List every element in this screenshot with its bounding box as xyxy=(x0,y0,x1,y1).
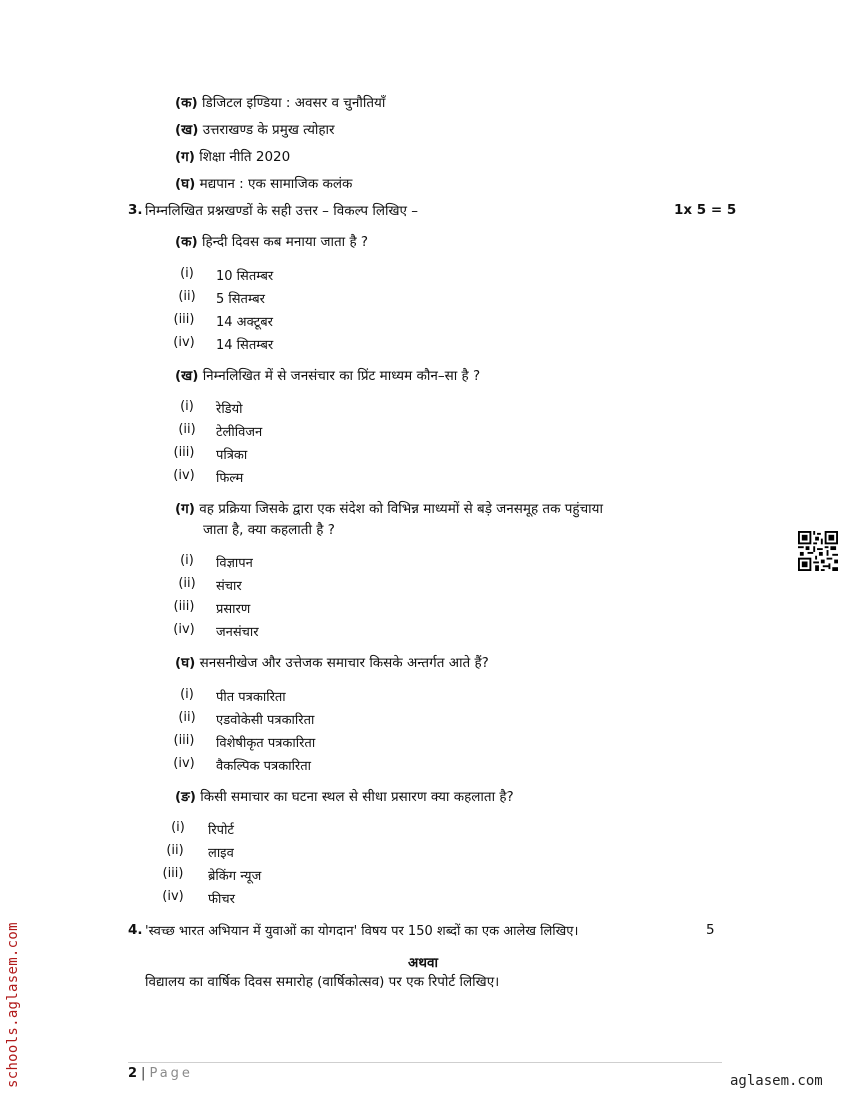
topic-text: उत्तराखण्ड के प्रमुख त्योहार xyxy=(202,122,335,138)
option-text: रिपोर्ट xyxy=(208,823,234,838)
essay-topic xyxy=(175,93,385,111)
option-text: फीचर xyxy=(208,892,235,907)
option-text: जनसंचार xyxy=(216,625,259,640)
question-instruction: निम्नलिखित प्रश्नखण्डों के सही उत्तर – विकल्प लिखिए – xyxy=(145,203,419,219)
sub-question-marker: (ख) xyxy=(175,368,199,384)
question-number: 4. xyxy=(128,922,143,938)
option-text: 14 अक्टूबर xyxy=(216,315,273,330)
alternative-question: विद्यालय का वार्षिक दिवस समारोह (वार्षिकोत्सव) पर एक रिपोर्ट लिखिए। xyxy=(145,974,500,990)
option-text: संचार xyxy=(216,579,242,594)
question-marks: 5 xyxy=(706,922,715,938)
topic-text: शिक्षा नीति 2020 xyxy=(199,149,291,165)
option-number: (i) xyxy=(180,687,194,702)
option-number: (ii) xyxy=(178,576,196,591)
page-label: Page xyxy=(149,1066,193,1081)
option-number: (i) xyxy=(180,553,194,568)
sub-question-marker: (क) xyxy=(175,234,198,250)
sub-question-text: किसी समाचार का घटना स्थल से सीधा प्रसारण क्या कहलाता है? xyxy=(200,789,514,805)
topic-marker: (ख) xyxy=(175,122,199,138)
sub-question xyxy=(175,499,603,517)
option-number: (i) xyxy=(180,266,194,281)
sub-question xyxy=(175,232,368,250)
option-text: लाइव xyxy=(208,846,234,861)
option-text: एडवोकेसी पत्रकारिता xyxy=(216,713,315,728)
topic-marker: (क) xyxy=(175,95,198,111)
qr-code-icon xyxy=(798,531,838,571)
topic-marker: (घ) xyxy=(175,176,196,192)
option-number: (ii) xyxy=(178,422,196,437)
question-number: 3. xyxy=(128,202,143,218)
option-number: (iii) xyxy=(173,312,195,327)
page-footer xyxy=(128,1066,193,1081)
question-marks: 1x 5 = 5 xyxy=(674,202,737,218)
sub-question-marker: (ङ) xyxy=(175,789,196,805)
essay-topic xyxy=(175,174,352,192)
sub-question xyxy=(175,653,489,671)
option-number: (iv) xyxy=(173,468,195,483)
sub-question-text: हिन्दी दिवस कब मनाया जाता है ? xyxy=(202,234,369,250)
essay-topic xyxy=(175,120,335,138)
option-number: (iii) xyxy=(173,733,195,748)
option-number: (i) xyxy=(180,399,194,414)
question-text: 'स्वच्छ भारत अभियान में युवाओं का योगदान' विषय पर 150 शब्दों का एक आलेख लिखिए। xyxy=(145,924,579,939)
option-number: (iii) xyxy=(173,599,195,614)
option-text: 10 सितम्बर xyxy=(216,269,274,284)
option-text: पीत पत्रकारिता xyxy=(216,690,286,705)
option-text: विशेषीकृत पत्रकारिता xyxy=(216,736,316,751)
page-separator: | xyxy=(141,1066,146,1081)
option-number: (iv) xyxy=(173,335,195,350)
option-text: पत्रिका xyxy=(216,448,248,463)
sub-question xyxy=(175,787,514,805)
option-text: ब्रेकिंग न्यूज xyxy=(208,869,262,884)
option-number: (ii) xyxy=(178,289,196,304)
option-number: (iv) xyxy=(173,756,195,771)
option-number: (i) xyxy=(171,820,185,835)
sub-question-marker: (घ) xyxy=(175,655,196,671)
watermark: schools.aglasem.com xyxy=(5,922,21,1088)
or-label: अथवा xyxy=(408,955,438,971)
topic-marker: (ग) xyxy=(175,149,195,165)
sub-question-text-continued: जाता है, क्या कहलाती है ? xyxy=(203,522,335,538)
sub-question-text: निम्नलिखित में से जनसंचार का प्रिंट माध्यम कौन–सा है ? xyxy=(202,368,481,384)
essay-topic xyxy=(175,147,290,165)
option-text: टेलीविजन xyxy=(216,425,263,440)
option-number: (ii) xyxy=(178,710,196,725)
option-text: वैकल्पिक पत्रकारिता xyxy=(216,759,312,774)
option-number: (iii) xyxy=(173,445,195,460)
option-text: विज्ञापन xyxy=(216,556,253,571)
topic-text: डिजिटल इण्डिया : अवसर व चुनौतियाँ xyxy=(202,95,386,111)
sub-question-text: सनसनीखेज और उत्तेजक समाचार किसके अन्तर्गत आते हैं? xyxy=(199,655,489,671)
topic-text: मद्यपान : एक सामाजिक कलंक xyxy=(199,176,353,192)
option-text: फिल्म xyxy=(216,471,244,486)
sub-question-marker: (ग) xyxy=(175,501,195,517)
site-name[interactable]: aglasem.com xyxy=(730,1073,823,1089)
option-number: (iv) xyxy=(173,622,195,637)
option-text: प्रसारण xyxy=(216,602,251,617)
option-text: रेडियो xyxy=(216,402,243,417)
option-text: 14 सितम्बर xyxy=(216,338,274,353)
sub-question-text: वह प्रक्रिया जिसके द्वारा एक संदेश को विभिन्न माध्यमों से बड़े जनसमूह तक पहुंचाया xyxy=(199,501,603,517)
option-number: (iv) xyxy=(162,889,184,904)
option-number: (ii) xyxy=(166,843,184,858)
option-number: (iii) xyxy=(162,866,184,881)
option-text: 5 सितम्बर xyxy=(216,292,265,307)
footer-divider xyxy=(128,1062,722,1063)
sub-question xyxy=(175,366,480,384)
page-number: 2 xyxy=(128,1066,138,1081)
